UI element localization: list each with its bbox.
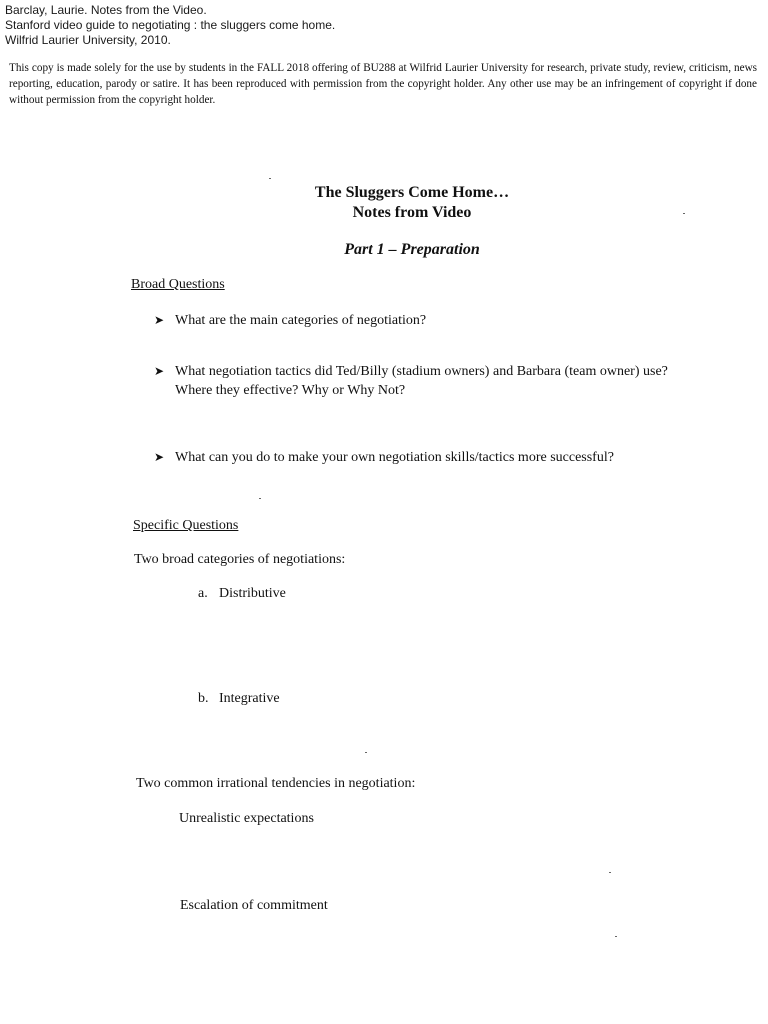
part-title: Part 1 – Preparation: [344, 241, 480, 258]
category-label: Integrative: [219, 691, 280, 706]
tendency-item-unrealistic-expectations: Unrealistic expectations: [179, 811, 314, 826]
categories-intro: Two broad categories of negotiations:: [134, 552, 346, 567]
scan-speck: [269, 178, 271, 179]
list-marker: b.: [198, 691, 209, 706]
arrowhead-bullet-icon: ➤: [154, 364, 165, 378]
broad-question-text: What are the main categories of negotiation?: [175, 313, 427, 328]
scan-speck: [683, 213, 685, 214]
category-label: Distributive: [219, 586, 286, 601]
tendencies-intro: Two common irrational tendencies in negotiation:: [136, 776, 416, 791]
scan-speck: [615, 936, 617, 937]
broad-questions-heading: Broad Questions: [131, 277, 225, 292]
copyright-notice: This copy is made solely for the use by students in the FALL 2018 offering of BU288 at Wilfrid Laurier University for research, private study, review, criticism, news reporting, education, parody or satire. It has been reproduced with permission from the copyright holder. Any other use may be an infringement of copyright if done without permission from the copyright holder.: [9, 62, 757, 106]
broad-question-text: What negotiation tactics did Ted/Billy (stadium owners) and Barbara (team owner) use?: [175, 364, 668, 379]
citation-line-2: Stanford video guide to negotiating : the sluggers come home.: [5, 18, 336, 32]
scan-speck: [259, 498, 261, 499]
category-item-integrative: [198, 691, 280, 707]
broad-question-text-continued: Where they effective? Why or Why Not?: [175, 383, 406, 398]
category-item-distributive: [198, 586, 286, 602]
citation-line-3: Wilfrid Laurier University, 2010.: [5, 33, 171, 47]
specific-questions-heading: Specific Questions: [133, 518, 239, 533]
broad-question-text: What can you do to make your own negotiation skills/tactics more successful?: [175, 450, 614, 465]
scan-speck: [365, 752, 367, 753]
citation-line-1: Barclay, Laurie. Notes from the Video.: [5, 3, 207, 17]
tendency-item-escalation-of-commitment: Escalation of commitment: [180, 898, 328, 913]
arrowhead-bullet-icon: ➤: [154, 450, 165, 464]
scan-speck: [609, 872, 611, 873]
document-title-line-1: The Sluggers Come Home…: [314, 184, 510, 201]
citation-block: [5, 3, 335, 48]
document-title-line-2: Notes from Video: [352, 204, 472, 221]
list-marker: a.: [198, 586, 208, 601]
arrowhead-bullet-icon: ➤: [154, 313, 165, 327]
